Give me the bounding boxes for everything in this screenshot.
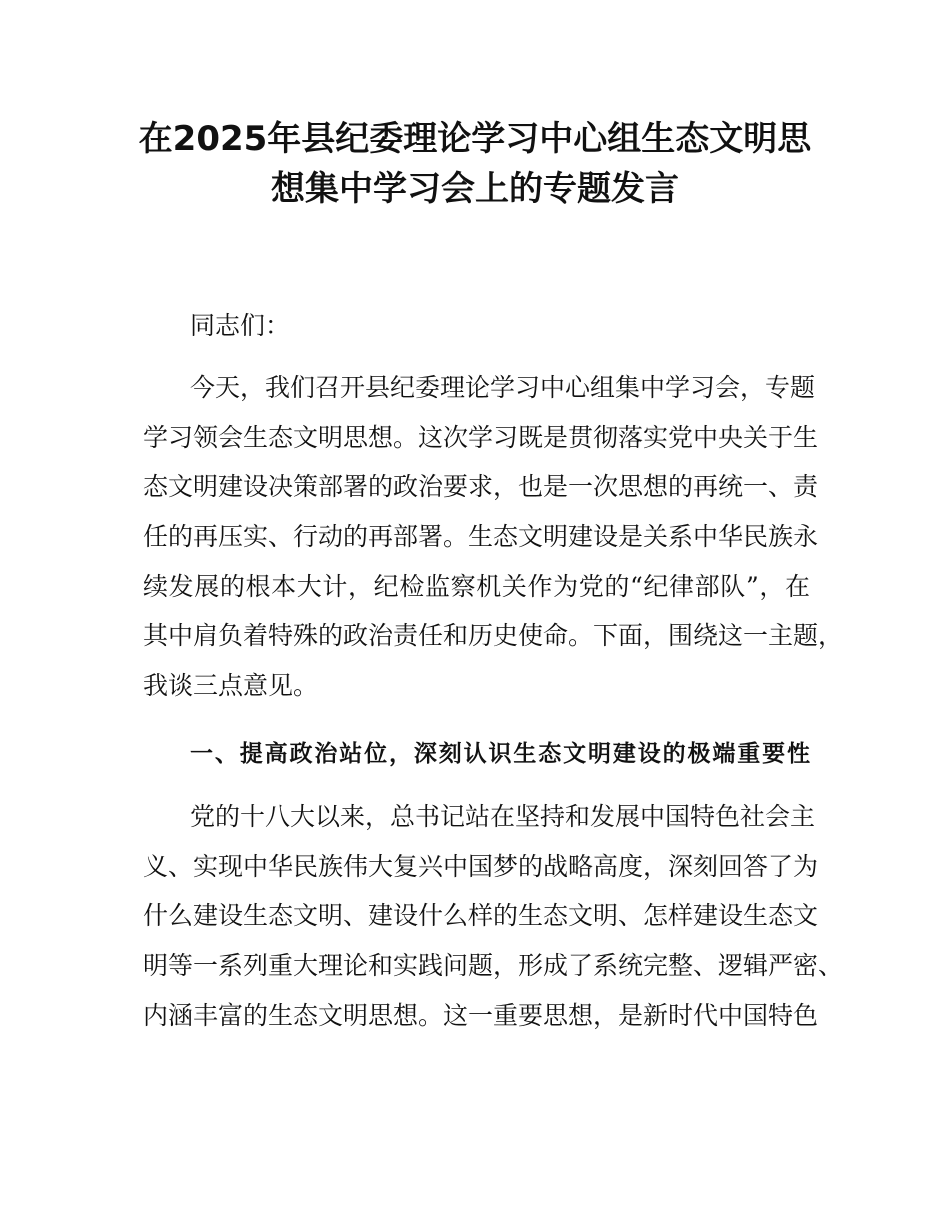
paragraph-line: 党的十八大以来，总书记站在坚持和发展中国特色社会主	[190, 802, 816, 831]
document-title-line-1: 在2025年县纪委理论学习中心组生态文明思	[138, 119, 812, 159]
section-heading-1	[143, 730, 810, 780]
paragraph-line: 义、实现中华民族伟大复兴中国梦的战略高度，深刻回答了为	[143, 851, 819, 881]
paragraph-1	[143, 363, 844, 711]
salutation	[143, 301, 810, 351]
paragraph-2	[143, 792, 844, 1040]
paragraph-line: 内涵丰富的生态文明思想。这一重要思想，是新时代中国特色	[143, 1000, 819, 1030]
paragraph-line: 态文明建设决策部署的政治要求，也是一次思想的再统一、责	[143, 472, 819, 502]
paragraph-line: 续发展的根本大计，纪检监察机关作为党的“纪律部队”，在	[143, 571, 810, 601]
section-heading-text: 一、提高政治站位，深刻认识生态文明建设的极端重要性	[190, 741, 810, 767]
paragraph-line: 明等一系列重大理论和实践问题，形成了系统完整、逻辑严密、	[143, 951, 844, 981]
paragraph-line: 任的再压实、行动的再部署。生态文明建设是关系中华民族永	[143, 522, 819, 552]
document-title-line-2: 想集中学习会上的专题发言	[271, 169, 679, 209]
paragraph-line: 什么建设生态文明、建设什么样的生态文明、怎样建设生态文	[143, 901, 819, 931]
paragraph-line: 我谈三点意见。	[143, 671, 319, 701]
paragraph-line: 学习领会生态文明思想。这次学习既是贯彻落实党中央关于生	[143, 422, 819, 452]
salutation-text: 同志们：	[190, 311, 291, 340]
paragraph-line: 今天，我们召开县纪委理论学习中心组集中学习会，专题	[190, 373, 816, 402]
paragraph-line: 其中肩负着特殊的政治责任和历史使命。下面，围绕这一主题，	[143, 621, 844, 651]
